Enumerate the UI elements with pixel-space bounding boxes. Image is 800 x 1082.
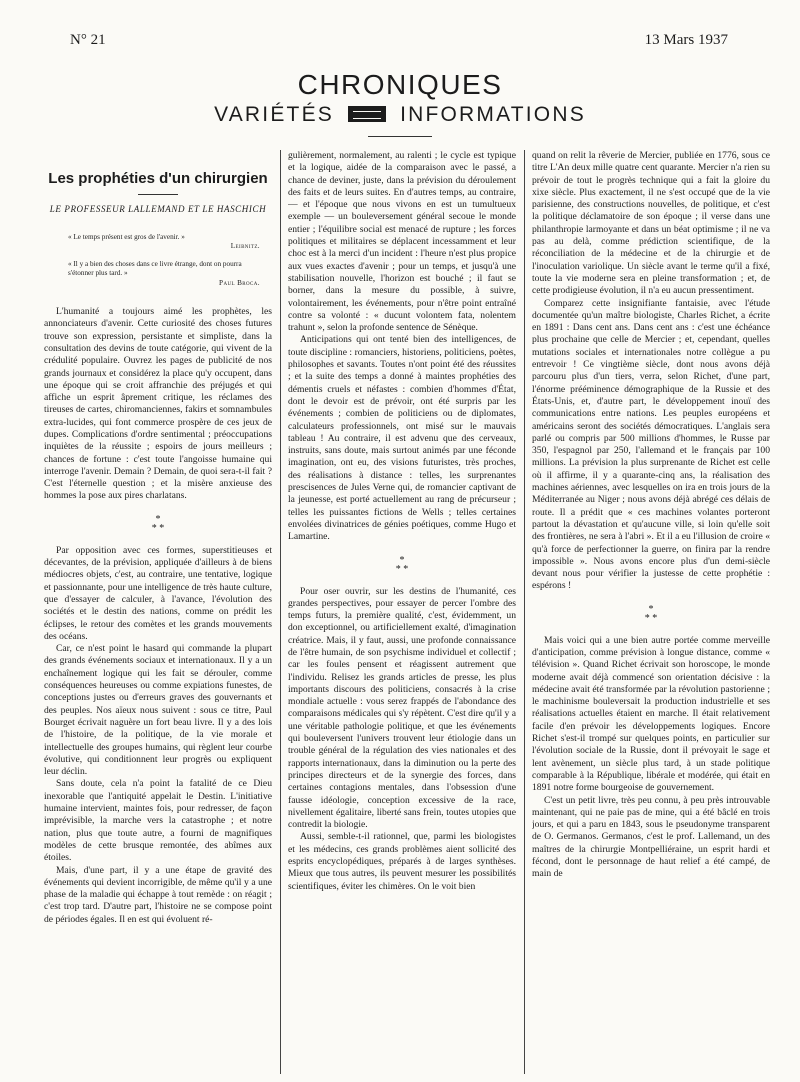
- paragraph: Mais voici qui a une bien autre portée comme merveille d'anticipation, comme prévision à longue distance, comme « télévision ». Quand Richet écrivait son horoscope, le monde moderne avait déjà commencé son orientation décisive : la médecine avait été transformée par la révolution pastorienne ; le machinisme bouleversait la production industrielle et ses réalisations actuelles étaient en marche. Il était relativement facile d'en prévoir les développements logiques. Encore Richet s'est-il trompé sur quelques points, en particulier sur l'évolution sociale de la Russie, dont il prévoyait le sage et lent avènement, un siècle plus tard, à un stade politique comparable à la République, libérale et modérée, qui était en 1891 notre forme bourgeoise de gouvernement.: [532, 634, 770, 794]
- paragraph: gulièrement, normalement, au ralenti ; le cycle est typique et la logique, aidée de la comparaison avec le passé, a chance de deviner, juste, dans la prévision du déroulement des faits et de leurs suites. En d'autres temps, au contraire, — et l'époque que nous vivons en est un tumultueux exemple — un bouleversement général secoue le monde entier ; l'équilibre social est menacé de rupture ; les forces politiques et militaires se déplacent incessamment et leur choc est à la merci d'un incident : l'heure n'est plus propice aux vues exactes d'avenir ; pour un temps, et jusqu'à une stabilisation nouvelle, l'horizon est bouché ; il faut se borner, dans la mesure du possible, à suivre, volontairement, les événements, pour n'être point entraîné contre sa volonté : « ducunt volontem fata, nolentem trahunt », selon la profonde sentence de Sénèque.: [288, 150, 516, 334]
- article-body: [44, 150, 770, 1074]
- epigraph: [68, 233, 260, 252]
- paragraph: Par opposition avec ces formes, superstitieuses et décevantes, de la prévision, appliquée d'ailleurs à de biens médiocres objets, c'est, au contraire, une tentative, logique et passionnante, pour une intelligence de très haute culture, que d'essayer de calculer, à l'avance, l'évolution des sociétés et le destin des nations, comme on prédit les éclipses, le retour des comètes et les grands mouvements des océans.: [44, 544, 272, 642]
- article-title: Les prophéties d'un chirurgien: [48, 170, 268, 187]
- star-top: *: [648, 603, 654, 615]
- issue-date: 13 Mars 1937: [644, 32, 728, 48]
- section-separator: [44, 515, 272, 533]
- epigraph-text: « Le temps présent est gros de l'avenir. »: [68, 233, 185, 241]
- epigraph-text: « Il y a bien des choses dans ce livre étrange, dont on pourra s'étonner plus tard. »: [68, 259, 242, 278]
- ornament-icon: [348, 106, 386, 122]
- paragraph: Pour oser ouvrir, sur les destins de l'humanité, ces grandes perspectives, pour essayer de percer l'ombre des temps futurs, la première qualité, c'est, évidemment, un don exceptionnel, ou artificiellement exalté, d'imagination créatrice. Mais, il y faut, aussi, une profonde connaissance de l'être humain, de son psychisme individuel et collectif ; car les foules pensent et réagissent autrement que l'individu. Relisez les grands articles de presse, les plus importants discours des politiciens, consacrés à la crise mondiale actuelle : vous serez frappés de l'abondance des comparaisons médicales qui s'y répètent. C'est dire qu'il y a une véritable pathologie politique, et que les événements qui bouleversent l'univers trouvent leur étiologie dans un trouble général de la régulation des vies nationales et des rapports internationaux, dans la diminution ou la perte des principes directeurs et de la synergie des forces, dans certaines contagions mentales, dans l'obsession d'une fausse idéologie, conception excessive de la race, nivellement égalitaire, liberté sans frein, toutes utopies que contredit la biologie.: [288, 585, 516, 831]
- column-3: [532, 150, 770, 1074]
- article-subtitle: LE PROFESSEUR LALLEMAND ET LE HASCHICH: [49, 204, 267, 214]
- paragraph: C'est un petit livre, très peu connu, à peu près introuvable maintenant, qui ne paie pas de mine, qui a été bâclé en trois jours, et qui a paru en 1843, sous le pseudonyme transparent de O. Germanos. Germanos, c'est le prof. Lallemand, un des maîtres de la chirurgie Montpelliéraine, un esprit hardi et fécond, dont le personnage de haut relief a été campé, de main de: [532, 794, 770, 880]
- running-header: [70, 32, 728, 48]
- column-2: [288, 150, 516, 1074]
- masthead-rule: [368, 136, 432, 137]
- paragraph: Aussi, semble-t-il rationnel, que, parmi les biologistes et les médecins, ces grands problèmes aient sollicité des esprits encyclopédiques, préparés à de larges synthèses. Mieux que tous autres, ils peuvent mesurer les possibilités scientifiques, éviter les chimères. On le voit bien: [288, 831, 516, 892]
- star-bottom: * *: [395, 563, 409, 575]
- star-bottom: * *: [644, 612, 658, 624]
- masthead-subtitle: [0, 102, 800, 128]
- section-separator: [532, 605, 770, 623]
- column-1: [44, 150, 272, 1074]
- paragraph: L'humanité a toujours aimé les prophètes, les annonciateurs d'avenir. Cette curiosité des choses futures trouve son expression, persistante et simpliste, dans la consultation des devins de toute catégorie, qui vivent de la crédulité populaire. Ouvrez les pages de publicité de nos grands journaux et considérez la place qu'y occupent, dans une époque qui se croit affranchie des préjugés et qui affiche un esprit âprement critique, les réclames des tireuses de cartes, chiromanciennes, fakirs et somnambules extra-lucides, qui font commerce prospère de ces jeux de dupes. Complications d'ordre sentimental ; préoccupations inquiètes de la réussite ; espoirs de jours meilleurs ; chances de fortune : c'est toute l'angoisse humaine qui interroge l'avenir. Demain ? Demain, de quoi sera-t-il fait ? C'est l'éternelle question ; et la misère anxieuse des hommes la pose aux pires charlatans.: [44, 306, 272, 502]
- paragraph: quand on relit la rêverie de Mercier, publiée en 1776, sous ce titre L'An deux mille quatre cent quarante. Mercier n'a rien su prévoir de tout le progrès technique qui a fait la gloire du xixe siècle. Plus exactement, il ne s'est occupé que de la vie parisienne, des constructions nouvelles, de politique, et c'est la politique déclamatoire de son époque ; il verse dans une philanthropie larmoyante et dans un béat optimisme ; il ne va pas au delà, comme prédiction scientifique, de la réconciliation de la médecine et de la chirurgie et de l'inoculation variolique. Un siècle avant le terme qu'il a fixé, toute la vie moderne sera en pleine transformation ; et, de cette prodigieuse évolution, il n'a eu aucun pressentiment.: [532, 150, 770, 297]
- star-bottom: * *: [151, 522, 165, 534]
- star-top: *: [399, 554, 405, 566]
- paragraph: Sans doute, cela n'a point la fatalité de ce Dieu inexorable que l'antiquité appelait le Destin. L'initiative humaine intervient, maintes fois, pour redresser, de façon imprévisible, la marche vers la catastrophe ; et notre nation, plus que toute autre, a fourni de magnifiques modèles de cette brusque remontée, des abîmes aux étoiles.: [44, 778, 272, 864]
- section-separator: [288, 556, 516, 574]
- issue-number: N° 21: [70, 32, 106, 48]
- title-rule: [138, 194, 178, 195]
- paragraph: Comparez cette insignifiante fantaisie, avec l'étude documentée qu'un maître biologiste, Charles Richet, a écrite en 1891 : Dans cent ans. Dans cent ans : c'est une échéance plus prochaine que celle de Mercier ; et, cependant, quelles mutations sociales et internationales notre collègue a pu entrevoir ! Ce vingtième siècle, dont nous avons déjà parcouru plus d'un tiers, verra, selon Richet, d'une part, l'énorme prééminence démographique de la Russie et des États-Unis, et, d'autre part, le développement inouï des communications entre nations. Les peuples européens et américains seront des sociétés démocratiques. L'anglais sera parlé ou compris par 500 millions d'hommes, le Russe par 350, l'espagnol par 250, l'allemand et le français par 100 millions. La prévision la plus surprenante de Richet est celle où il affirme, il y a quarante-cinq ans, la réalisation des machines aériennes, avec lesquelles on ira en trois jours de la Méditerranée au Niger ; nous avons déjà abrégé ces délais de route. Il a prédit que « ces machines volantes porteront partout la dévastation et qu'aucune ville, si loin qu'elle soit des frontières, ne sera à l'abri ». Et il a eu l'illusion de croire « qu'à force de perfectionner la guerre, on finira par la rendre impossible ». Nous avons encore plus d'un demi-siècle devant nous pour vérifier la justesse de cette prophétie : espérons !: [532, 297, 770, 592]
- paragraph: Anticipations qui ont tenté bien des intelligences, de toute discipline : romanciers, historiens, politiciens, poètes, philosophes et savants. Toutes n'ont point été des réussites ; et la suite des temps a donné à maintes prophéties des démentis cruels et néfastes : combien d'hommes d'État, dont le devoir est de prévoir, ont été surpris par les événements ; combien de politiciens ou de diplomates, calculateurs professionnels, ont misé sur le mauvais tableau ! Au contraire, il est advenu que des cerveaux, instruits, sans doute, mais surtout animés par une féconde imagination, ont eu, des visions futuristes, très proches, des réalisations à distance : telles, les surprenantes prescisences de Jules Verne qui, de romancier captivant de la jeunesse, est porté actuellement au rang de précurseur ; telles les puissantes fictions de Wells ; telles certaines envolées divinatrices de génies poétiques, comme Hugo et Lamartine.: [288, 334, 516, 543]
- masthead-varietes: VARIÉTÉS: [214, 103, 334, 126]
- epigraph-author: Leibnitz.: [230, 242, 260, 251]
- paragraph: Car, ce n'est point le hasard qui commande la plupart des grands événements sociaux et internationaux. Il y a un enchaînement logique qui les fait se dérouler, comme conséquences heureuses ou comme expiations funestes, de conceptions justes ou d'erreurs graves des gouvernants et des peuples. Nos aïeux nous suivent : sous ce titre, Paul Bourget écrivait naguère un fort beau livre. Il y a des lois de l'histoire, de la politique, de la vie morale et intellectuelle des groupes humains, qui règlent leur courbe évolutive, qui conditionnent leur progrès ou expliquent leur déclin.: [44, 643, 272, 778]
- paragraph: Mais, d'une part, il y a une étape de gravité des événements qui devient incorrigible, de même qu'il y a une phase de la maladie qui échappe à tout remède : on réagit ; c'est trop tard. D'autre part, l'histoire ne se compose point de périodes égales. Il en est qui évoluent ré-: [44, 864, 272, 925]
- epigraph-author: Paul Broca.: [219, 278, 260, 287]
- masthead-title: CHRONIQUES: [297, 69, 503, 100]
- masthead-informations: INFORMATIONS: [400, 103, 586, 126]
- masthead: [0, 70, 800, 137]
- epigraph: [68, 260, 260, 288]
- star-top: *: [155, 513, 161, 525]
